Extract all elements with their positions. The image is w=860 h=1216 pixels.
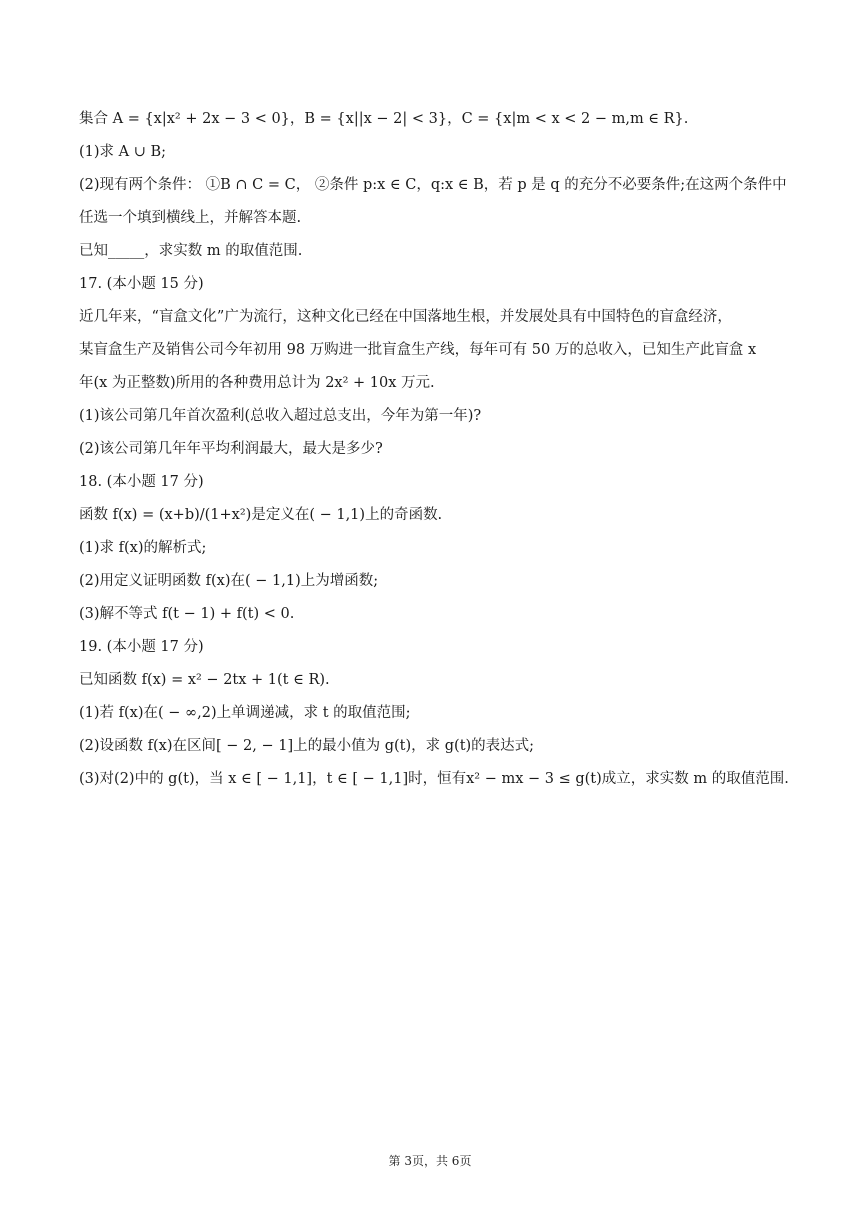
text-line: 函数 f(x) = (x+b)/(1+x²)是定义在( − 1,1)上的奇函数. xyxy=(79,507,443,523)
page-footer: 第 3页，共 6页 xyxy=(388,1154,472,1168)
text-line: 近几年来，“盲盒文化”广为流行，这种文化已经在中国落地生根，并发展处具有中国特色的盲盒经济， xyxy=(79,309,732,325)
text-line: 已知函数 f(x) = x² − 2tx + 1(t ∈ R). xyxy=(79,672,330,688)
text-line: 集合 A = {x|x² + 2x − 3 < 0}，B = {x||x − 2| < 3}，C = {x|m < x < 2 − m,m ∈ R}. xyxy=(79,111,689,127)
text-line: (2)该公司第几年年平均利润最大，最大是多少? xyxy=(79,441,383,457)
text-line: (2)设函数 f(x)在区间[ − 2, − 1]上的最小值为 g(t)，求 g(t)的表达式; xyxy=(79,738,535,754)
question-heading: 19. (本小题 17 分) xyxy=(79,639,204,655)
page-content xyxy=(79,108,789,801)
text-line: (3)解不等式 f(t − 1) + f(t) < 0. xyxy=(79,606,295,622)
text-line: (3)对(2)中的 g(t)，当 x ∈ [ − 1,1]，t ∈ [ − 1,1]时，恒有x² − mx − 3 ≤ g(t)成立，求实数 m 的取值范围. xyxy=(79,771,789,787)
text-line: (2)现有两个条件： ①B ∩ C = C， ②条件 p:x ∈ C，q:x ∈ B，若 p 是 q 的充分不必要条件;在这两个条件中 xyxy=(79,177,787,193)
text-line: (1)该公司第几年首次盈利(总收入超过总支出，今年为第一年)? xyxy=(79,408,482,424)
text-line: 某盲盒生产及销售公司今年初用 98 万购进一批盲盒生产线，每年可有 50 万的总收入，已知生产此盲盒 x xyxy=(79,342,757,358)
text-line: 已知_____，求实数 m 的取值范围. xyxy=(79,243,303,259)
text-line: 任选一个填到横线上，并解答本题. xyxy=(79,210,302,226)
text-line: 年(x 为正整数)所用的各种费用总计为 2x² + 10x 万元. xyxy=(79,375,435,391)
text-line: (1)求 A ∪ B; xyxy=(79,144,167,160)
text-line: (1)若 f(x)在( − ∞,2)上单调递减，求 t 的取值范围; xyxy=(79,705,411,721)
text-line: (1)求 f(x)的解析式; xyxy=(79,540,207,556)
question-heading: 17. (本小题 15 分) xyxy=(79,276,204,292)
question-heading: 18. (本小题 17 分) xyxy=(79,474,204,490)
text-line: (2)用定义证明函数 f(x)在( − 1,1)上为增函数; xyxy=(79,573,379,589)
